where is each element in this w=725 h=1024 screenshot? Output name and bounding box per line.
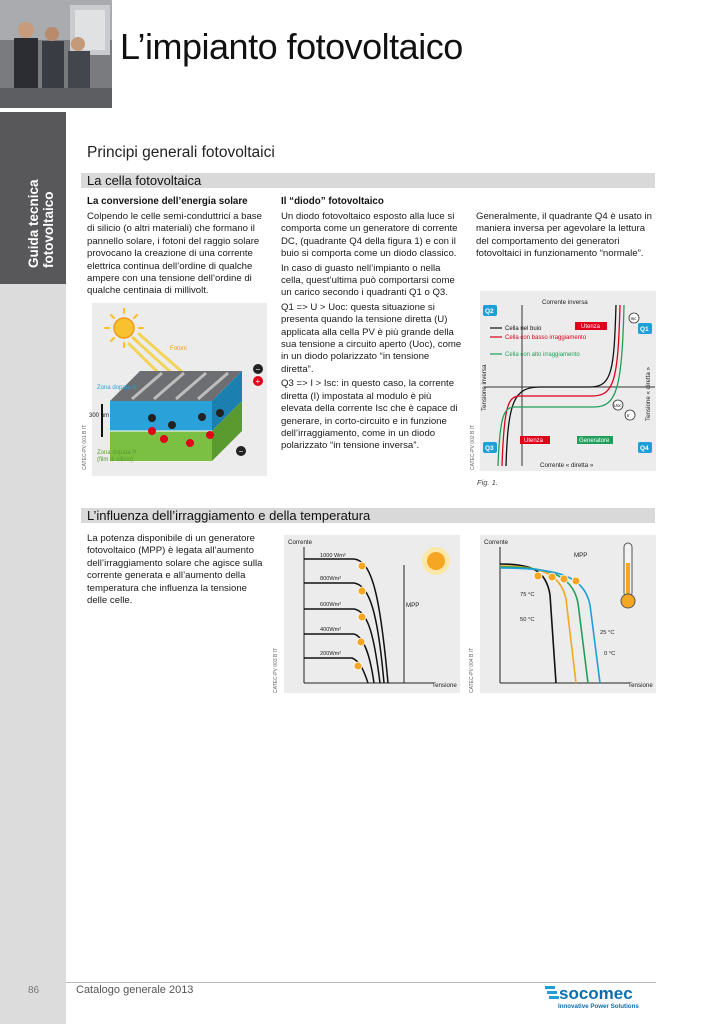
col2-paragraph-4: Q3 => I > Isc: in questo caso, la corrente diretta (I) impostata al modulo è più elevata della corrente Isc che è capace di generare, in corto-circuito e in funzione dell’irraggiamento, come in un diodo polarizzato “in tensione inversa”. xyxy=(281,378,458,452)
band-irraggiamento-label: L’influenza dell’irraggiamento e della temperatura xyxy=(87,508,371,523)
svg-text:800Wm²: 800Wm² xyxy=(320,576,342,582)
fig1-right-axis: Tensione « diretta » xyxy=(645,366,652,421)
svg-text:−: − xyxy=(238,447,244,456)
col1-paragraph: Colpendo le celle semi-conduttrici a base di silicio (o altri materiali) che formano il pannello solare, i fotoni del raggio solare provocano la creazione di una corrente elettrica continua dell’ordine di qualche ampere con una tensione dell’ordine di qualche centinaia di millivolt. xyxy=(87,211,262,297)
col2-paragraph-3: Q1 => U > Uoc: questa situazione si presenta quando la tensione diretta (U) applicata alla cella PV è più grande della sua tensione a circuito aperto (Uoc), come in un diodo polarizzato “in tensione diretta”. xyxy=(281,301,462,375)
temperature-chart xyxy=(480,535,656,693)
temp-x-label: Tensione xyxy=(628,682,653,689)
fig1-legend-high: Cella con alto irraggiamento xyxy=(505,352,580,358)
col3-paragraph: Generalmente, il quadrante Q4 è usato in maniera inversa per agevolare la lettura del comportamento dei generatori fotovoltaici in funzionamento “normale”. xyxy=(476,211,652,260)
svg-text:400Wm²: 400Wm² xyxy=(320,627,342,633)
sidebar-label xyxy=(26,179,56,268)
photons-label: Fotoni xyxy=(170,346,187,352)
fig1-bottom-axis: Corrente « diretta » xyxy=(540,462,594,469)
fig-irr-code: CATEC-PV 003 B IT xyxy=(273,647,279,693)
col3-text xyxy=(476,211,656,263)
irr-y-label: Corrente xyxy=(288,539,313,546)
fig1-q1: Q1 xyxy=(640,326,649,333)
svg-text:600Wm²: 600Wm² xyxy=(320,602,342,608)
col-irr-text xyxy=(87,533,267,609)
header-photo xyxy=(0,0,112,108)
svg-text:−: − xyxy=(255,365,261,374)
col1-subtitle: La conversione dell’energia solare xyxy=(87,196,248,207)
fig1-code: CATEC-PV 002 B IT xyxy=(470,424,476,470)
fig1-isc: Isc xyxy=(630,316,637,321)
fig1-utenza-bottom: Utenza xyxy=(524,438,544,444)
logo-mark-icon xyxy=(545,986,559,999)
svg-text:50 °C: 50 °C xyxy=(520,617,535,623)
zone-p-label: Zona dopata P xyxy=(97,450,137,456)
col2-subtitle: Il “diodo” fotovoltaico xyxy=(281,196,384,207)
svg-text:0 °C: 0 °C xyxy=(604,651,616,657)
section-title: Principi generali fotovoltaici xyxy=(87,144,275,161)
band-cella xyxy=(81,173,655,188)
zone-p-sub-label: (film di silicio) xyxy=(97,457,133,463)
zone-n-label: Zona dopata N xyxy=(97,385,137,391)
thickness-label: 300 µm xyxy=(89,413,110,419)
thermometer-icon xyxy=(621,543,635,608)
irr-mpp: MPP xyxy=(406,602,420,609)
col1-text xyxy=(87,211,265,300)
col2-paragraph-2: In caso di guasto nell’impianto o nella cella, quest’ultima può comportarsi come un carico secondo i quadranti Q1 o Q3. xyxy=(281,262,455,299)
fig1-left-axis: Tensione inversa xyxy=(481,364,488,411)
temp-y-label: Corrente xyxy=(484,539,509,546)
temp-mpp: MPP xyxy=(574,552,588,559)
svg-text:200Wm²: 200Wm² xyxy=(320,651,342,657)
sun-icon-2 xyxy=(422,547,450,575)
irradiance-chart xyxy=(284,535,460,693)
catalog-title: Catalogo generale 2013 xyxy=(76,984,194,996)
fig1-uoc: Uoc xyxy=(613,403,622,408)
col2-text xyxy=(281,211,463,455)
fig1-legend-dark: Cella nel buio xyxy=(505,326,542,332)
fig-temp-code: CATEC-PV 004 B IT xyxy=(469,647,475,693)
fig1-caption: Fig. 1. xyxy=(477,478,498,487)
svg-text:+: + xyxy=(255,377,261,386)
fig1-utenza-top: Utenza xyxy=(581,324,601,330)
fig1-generatore: Generatore xyxy=(579,438,610,444)
fig1-q4: Q4 xyxy=(640,445,649,452)
fig1-legend-low: Cella con basso irraggiamento xyxy=(505,335,587,341)
col-irr-paragraph: La potenza disponibile di un generatore fotovoltaico (MPP) è legata all’aumento dell’irraggiamento solare che agisce sulla corrente generata e all’aumento della temperatura che influenza la tensione delle celle. xyxy=(87,533,263,607)
band-cella-label: La cella fotovoltaica xyxy=(87,173,202,188)
col2-paragraph-1: Un diodo fotovoltaico esposto alla luce si comporta come un generatore di corrente DC, (quadrante Q4 della figura 1) e con il buio si comporta come un diodo classico. xyxy=(281,211,458,260)
fig1-q2: Q2 xyxy=(485,308,494,315)
svg-text:75 °C: 75 °C xyxy=(520,592,535,598)
logo-tagline: Innovative Power Solutions xyxy=(558,1003,639,1010)
fig1-top-axis: Corrente inversa xyxy=(542,299,588,306)
solar-cell-figure xyxy=(89,303,267,476)
svg-text:25 °C: 25 °C xyxy=(600,630,615,636)
fig1-q3: Q3 xyxy=(485,445,494,452)
fig1-ir: Ir xyxy=(627,413,630,418)
page-title: L’impianto fotovoltaico xyxy=(120,26,463,67)
irr-x-label: Tensione xyxy=(432,682,457,689)
socomec-logo xyxy=(545,980,657,1010)
sidebar-label-line2: fotovoltaico xyxy=(41,191,56,268)
fig1-iv-quadrants xyxy=(480,291,656,471)
logo-text: socomec xyxy=(559,984,633,1003)
page-number: 86 xyxy=(28,985,40,996)
band-irraggiamento xyxy=(81,508,655,523)
sidebar-label-line1: Guida tecnica xyxy=(26,179,41,268)
svg-text:1000 Wm²: 1000 Wm² xyxy=(320,553,346,559)
fig-cell-code: CATEC-PV 001 B IT xyxy=(82,424,88,470)
